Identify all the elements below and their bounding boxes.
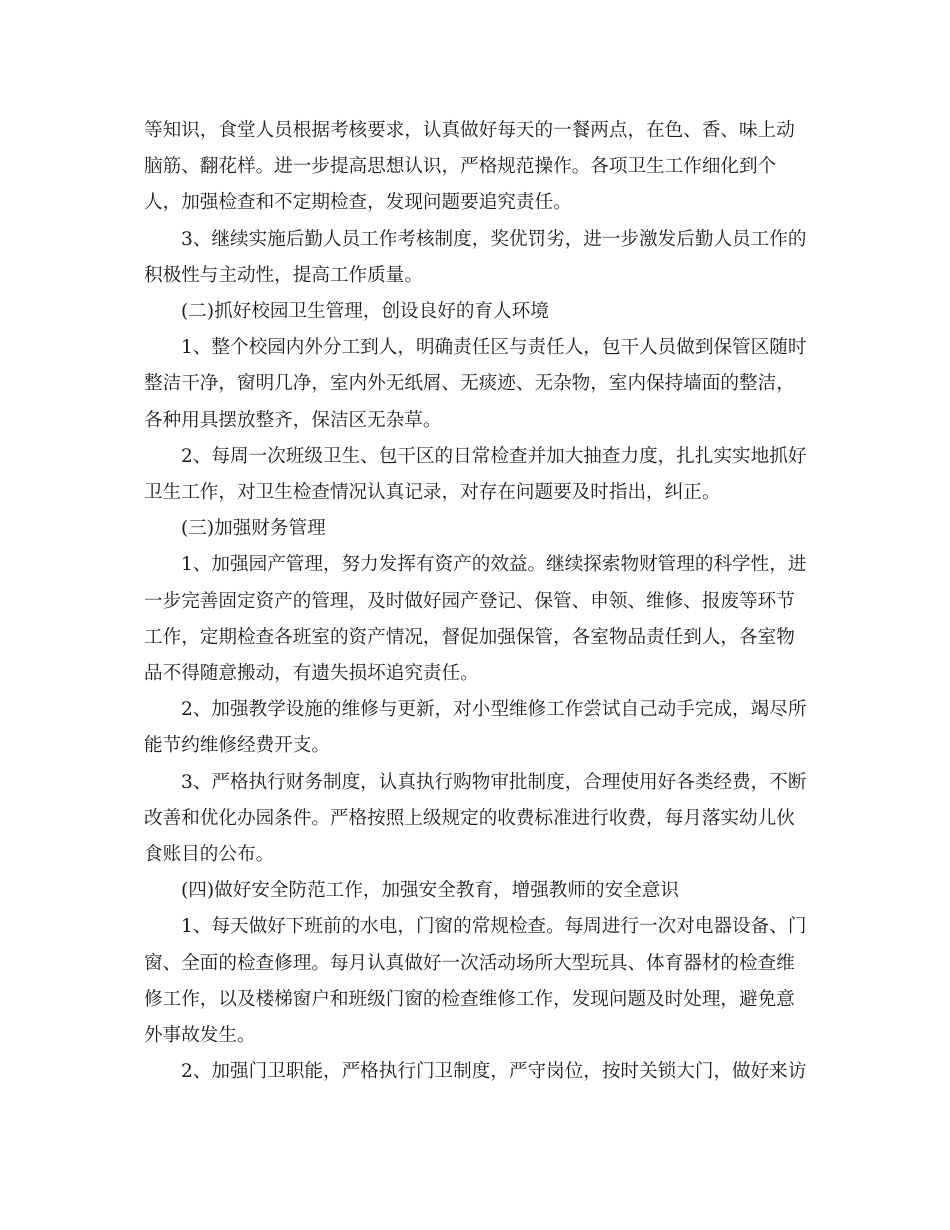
section-heading (144, 294, 808, 330)
text-line: 食账目的公布。 (144, 844, 275, 866)
text-line: 2、加强门卫职能，严格执行门卫制度，严守岗位，按时关锁大门，做好来访 (181, 1061, 807, 1083)
text-line: 3、继续实施后勤人员工作考核制度，奖优罚劣，进一步激发后勤人员工作的 (181, 228, 807, 250)
text-line: (四)做好安全防范工作，加强安全教育，增强教师的安全意识 (181, 880, 679, 902)
paragraph (144, 765, 808, 874)
paragraph (144, 113, 808, 222)
text-line: 积极性与主动性，提高工作质量。 (144, 264, 423, 286)
text-line: 人，加强检查和不定期检查，发现问题要追究责任。 (144, 192, 572, 214)
text-line: 修工作，以及楼梯窗户和班级门窗的检查维修工作，发现问题及时处理，避免意 (144, 988, 795, 1010)
text-line: 一步完善固定资产的管理，及时做好园产登记、保管、申领、维修、报废等环节 (144, 590, 795, 612)
text-line: 1、加强园产管理，努力发挥有资产的效益。继续探索物财管理的科学性，进 (181, 554, 807, 576)
document-body (144, 113, 808, 1090)
text-line: (二)抓好校园卫生管理，创设良好的育人环境 (181, 301, 549, 323)
text-line: 卫生工作，对卫生检查情况认真记录，对存在问题要及时指出，纠正。 (144, 482, 721, 504)
text-line: 整洁干净，窗明几净，室内外无纸屑、无痰迹、无杂物，室内保持墙面的整洁， (144, 373, 795, 395)
text-line: 窗、全面的检查修理。每月认真做好一次活动场所大型玩具、体育器材的检查维 (144, 952, 795, 974)
paragraph (144, 547, 808, 692)
text-line: 品不得随意搬动，有遗失损坏追究责任。 (144, 663, 479, 685)
text-line: (三)加强财务管理 (181, 518, 326, 540)
paragraph (144, 439, 808, 511)
paragraph (144, 330, 808, 439)
text-line: 2、加强教学设施的维修与更新，对小型维修工作尝试自己动手完成，竭尽所 (181, 699, 807, 721)
text-line: 1、每天做好下班前的水电，门窗的常规检查。每周进行一次对电器设备、门 (181, 916, 807, 938)
paragraph (144, 692, 808, 764)
text-line: 等知识，食堂人员根据考核要求，认真做好每天的一餐两点，在色、香、味上动 (144, 120, 795, 141)
text-line: 外事故发生。 (144, 1025, 256, 1047)
paragraph (144, 222, 808, 294)
text-line: 各种用具摆放整齐，保洁区无杂草。 (144, 409, 442, 431)
section-heading (144, 511, 808, 547)
section-heading (144, 873, 808, 909)
text-line: 3、严格执行财务制度，认真执行购物审批制度，合理使用好各类经费，不断 (181, 771, 807, 793)
text-line: 2、每周一次班级卫生、包干区的日常检查并加大抽查力度，扎扎实实地抓好 (181, 445, 807, 467)
paragraph (144, 909, 808, 1054)
text-line: 脑筋、翻花样。进一步提高思想认识，严格规范操作。各项卫生工作细化到个 (144, 156, 777, 178)
text-line: 1、整个校园内外分工到人，明确责任区与责任人，包干人员做到保管区随时 (181, 337, 807, 359)
text-line: 工作，定期检查各班室的资产情况，督促加强保管，各室物品责任到人，各室物 (144, 626, 795, 648)
text-line: 能节约维修经费开支。 (144, 735, 330, 757)
text-line: 改善和优化办园条件。严格按照上级规定的收费标准进行收费，每月落实幼儿伙 (144, 807, 795, 829)
paragraph (144, 1054, 808, 1090)
